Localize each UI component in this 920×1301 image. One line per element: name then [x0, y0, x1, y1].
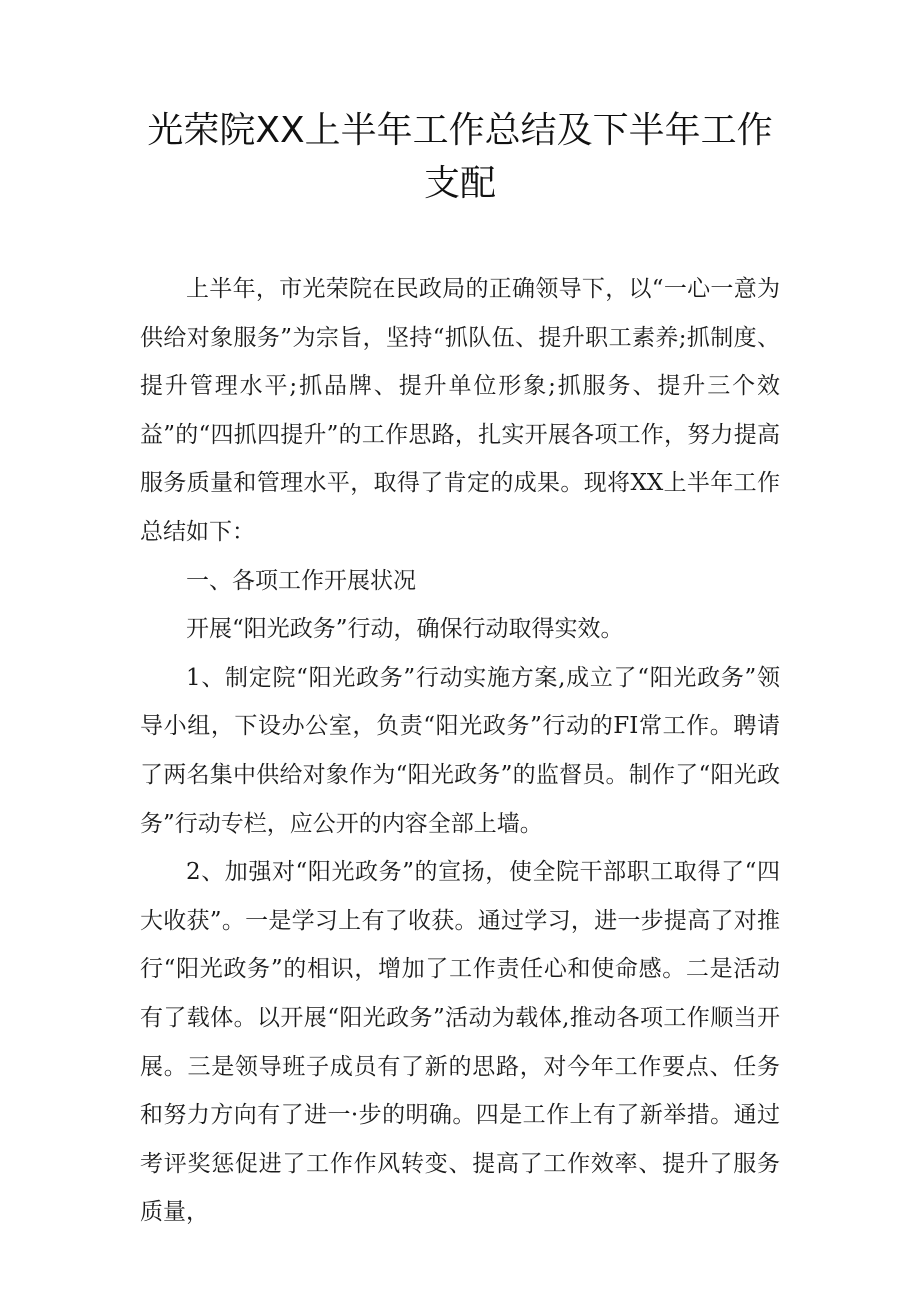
item-paragraph-1: 1、制定院“阳光政务”行动实施方案,成立了“阳光政务”领导小组，下设办公室，负责“阳光政务”行动的FI常工作。聘请了两名集中供给对象作为“阳光政务”的监督员。制作了“阳光政务”行动专栏，应公开的内容全部上墙。	[140, 664, 780, 837]
section-heading: 一、各项工作开展状况	[186, 567, 416, 594]
document-title: 光荣院XX上半年工作总结及下半年工作支配	[147, 110, 773, 204]
subsection-heading: 开展“阳光政务”行动，确保行动取得实效。	[186, 616, 624, 643]
item-paragraph-2: 2、加强对“阳光政务”的宣扬，使全院干部职工取得了“四大收获”。一是学习上有了收获。通过学习，进一步提高了对推行“阳光政务”的相识，增加了工作责任心和使命感。二是活动有了载体。以开展“阳光政务”活动为载体,推动各项工作顺当开展。三是领导班子成员有了新的思路，对今年工作要点、任务和努力方向有了进一·步的明确。四是工作上有了新举措。通过考评奖惩促进了工作作风转变、提高了工作效率、提升了服务质量，	[140, 859, 780, 1226]
document-body	[140, 265, 780, 1237]
intro-paragraph: 上半年，市光荣院在民政局的正确领导下，以“一心一意为供给对象服务”为宗旨，坚持“抓队伍、提升职工素养;抓制度、提升管理水平;抓品牌、提升单位形象;抓服务、提升三个效益”的“四抓四提升”的工作思路，扎实开展各项工作，努力提高服务质量和管理水平，取得了肯定的成果。现将XX上半年工作总结如下：	[140, 276, 780, 545]
